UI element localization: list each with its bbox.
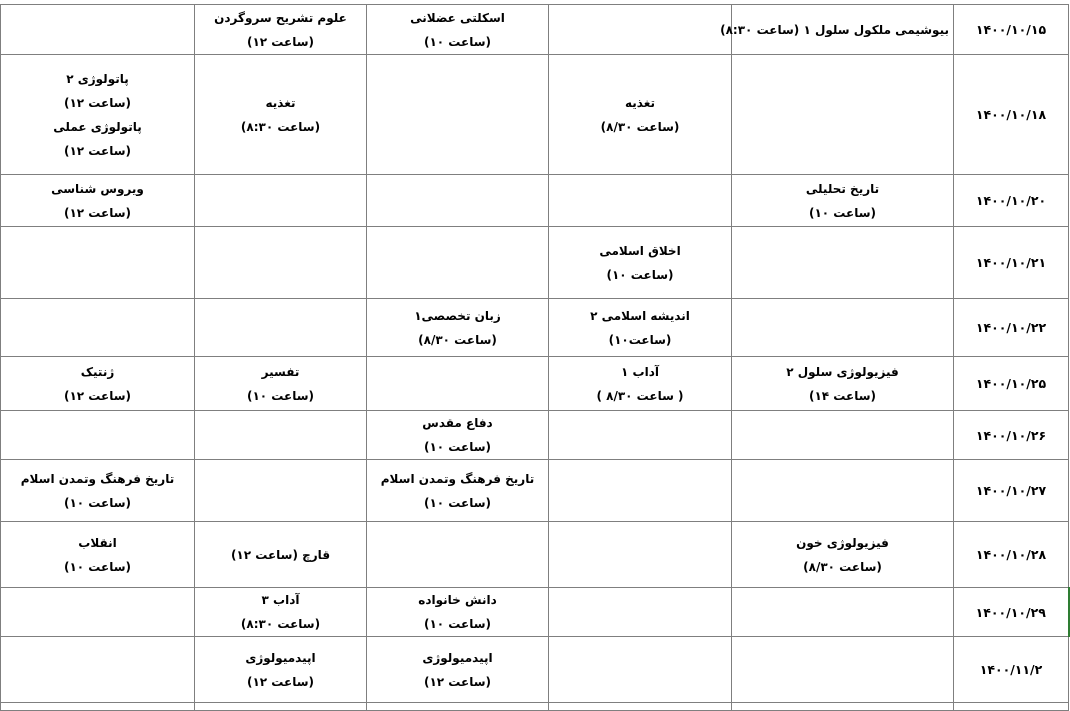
- course-name: تفسیر: [261, 364, 300, 379]
- exam-cell: [1, 637, 195, 703]
- exam-cell: [1, 522, 195, 588]
- course-name: آداب ۳: [261, 593, 300, 607]
- table-row: [1, 522, 1069, 588]
- exam-cell: [1, 703, 195, 711]
- exam-date: ۱۴۰۰/۱۱/۲: [954, 637, 1069, 703]
- exam-cell: [367, 460, 549, 522]
- exam-cell: [1, 5, 195, 55]
- exam-cell: [732, 299, 954, 357]
- exam-cell: [1, 227, 195, 299]
- schedule-sheet: [0, 4, 1068, 706]
- exam-cell: [367, 637, 549, 703]
- exam-date: ۱۴۰۰/۱۰/۲۸: [954, 522, 1069, 588]
- course-name: پاتولوژی ۲: [66, 71, 129, 86]
- exam-date: ۱۴۰۰/۱۰/۱۸: [954, 55, 1069, 175]
- exam-time: (ساعت ۱۲): [63, 205, 131, 220]
- exam-cell: [367, 522, 549, 588]
- exam-cell: [549, 175, 732, 227]
- exam-time: (ساعت ۱۰): [423, 495, 491, 510]
- exam-time: (ساعت ۱۲): [63, 388, 131, 403]
- exam-time: (ساعت ۱۲): [63, 143, 131, 158]
- course-name: تاریخ فرهنگ وتمدن اسلام: [380, 471, 535, 486]
- exam-cell: [732, 175, 954, 227]
- course-name: زبان تخصصی۱: [414, 308, 501, 323]
- course-name: تغذیه: [265, 95, 296, 110]
- exam-cell: [549, 357, 732, 411]
- exam-cell: [732, 460, 954, 522]
- exam-time: (ساعت ۱۴): [808, 388, 876, 403]
- exam-date: ۱۴۰۰/۱۰/۲۵: [954, 357, 1069, 411]
- exam-time: (ساعت ۱۰): [423, 617, 491, 631]
- exam-date: [954, 703, 1069, 711]
- table-row: [1, 55, 1069, 175]
- exam-cell: [195, 5, 367, 55]
- exam-cell: [195, 588, 367, 637]
- exam-time: (ساعت ۱۲): [423, 674, 491, 689]
- exam-time: (ساعت ۱۰): [606, 267, 674, 282]
- exam-cell: [1, 299, 195, 357]
- course-name: آداب ۱: [621, 364, 659, 379]
- course-name: تاریخ فرهنگ وتمدن اسلام: [20, 471, 175, 486]
- table-row: [1, 411, 1069, 460]
- exam-cell: [195, 522, 367, 588]
- course-name: قارچ (ساعت ۱۲): [230, 547, 331, 562]
- exam-cell: [195, 703, 367, 711]
- course-name: انقلاب: [78, 535, 117, 550]
- exam-date: ۱۴۰۰/۱۰/۲۱: [954, 227, 1069, 299]
- exam-date: ۱۴۰۰/۱۰/۲۷: [954, 460, 1069, 522]
- exam-time: (ساعت ۸:۳۰): [240, 119, 321, 134]
- exam-cell: [732, 588, 954, 637]
- course-name: اخلاق اسلامی: [599, 243, 681, 258]
- exam-cell: [732, 227, 954, 299]
- exam-cell: [367, 299, 549, 357]
- exam-cell: [195, 411, 367, 460]
- exam-cell: [732, 55, 954, 175]
- exam-cell: [367, 5, 549, 55]
- course-name: دانش خانواده: [418, 593, 497, 607]
- exam-cell: [732, 411, 954, 460]
- table-row: [1, 588, 1069, 637]
- exam-cell: [1, 55, 195, 175]
- exam-date: ۱۴۰۰/۱۰/۲۶: [954, 411, 1069, 460]
- exam-date: ۱۴۰۰/۱۰/۱۵: [954, 5, 1069, 55]
- exam-date: ۱۴۰۰/۱۰/۲۰: [954, 175, 1069, 227]
- course-name: اپیدمیولوژی: [245, 650, 316, 665]
- exam-cell: [195, 299, 367, 357]
- table-row: [1, 5, 1069, 55]
- exam-cell: [1, 588, 195, 637]
- exam-time: (ساعت ۸/۳۰): [803, 559, 882, 574]
- exam-cell: [732, 522, 954, 588]
- exam-time: (ساعت۱۰): [608, 332, 672, 347]
- exam-time: (ساعت ۱۰): [808, 205, 876, 220]
- exam-cell: [195, 175, 367, 227]
- exam-time: (ساعت ۸/۳۰): [600, 119, 680, 134]
- exam-cell: [549, 460, 732, 522]
- course-name: علوم تشریح سروگردن: [214, 10, 347, 25]
- exam-cell: [732, 637, 954, 703]
- exam-cell: [549, 55, 732, 175]
- exam-cell: [549, 227, 732, 299]
- exam-schedule-table: [0, 4, 1070, 711]
- table-row: [1, 357, 1069, 411]
- exam-time: (ساعت ۱۰): [63, 495, 131, 510]
- course-name: اندیشه اسلامی ۲: [590, 308, 690, 323]
- exam-cell: [549, 637, 732, 703]
- exam-cell: [1, 357, 195, 411]
- exam-date: ۱۴۰۰/۱۰/۲۲: [954, 299, 1069, 357]
- exam-cell: [195, 357, 367, 411]
- table-row: [1, 460, 1069, 522]
- exam-cell: [195, 460, 367, 522]
- course-name: دفاع مقدس: [422, 416, 493, 430]
- exam-time: (ساعت ۱۰): [63, 559, 131, 574]
- exam-cell: [367, 411, 549, 460]
- course-name: اسکلتی عضلانی: [410, 10, 505, 25]
- course-name: فیزیولوژی سلول ۲: [786, 364, 899, 379]
- exam-cell: [367, 357, 549, 411]
- exam-time: (ساعت ۸:۳۰): [240, 617, 321, 631]
- course-name: تاریخ تحلیلی: [805, 181, 880, 196]
- course-name: اپیدمیولوژی: [422, 650, 493, 665]
- course-name: ویروس شناسی: [51, 181, 144, 196]
- table-row: [1, 703, 1069, 711]
- course-name: بیوشیمی ملکول سلول ۱ (ساعت ۸:۳۰): [720, 22, 949, 37]
- exam-time: (ساعت ۸/۳۰): [418, 332, 497, 347]
- exam-cell: [1, 460, 195, 522]
- table-row: [1, 175, 1069, 227]
- exam-cell: [367, 227, 549, 299]
- exam-cell: [732, 357, 954, 411]
- exam-cell: [549, 522, 732, 588]
- exam-cell: [367, 703, 549, 711]
- exam-time: ( ساعت ۸/۳۰ ): [596, 388, 684, 403]
- table-row: [1, 637, 1069, 703]
- table-row: [1, 227, 1069, 299]
- exam-cell: [195, 637, 367, 703]
- exam-time: (ساعت ۱۰): [423, 34, 491, 49]
- exam-time: (ساعت ۱۲): [246, 34, 314, 49]
- exam-cell: [367, 588, 549, 637]
- course-name: پاتولوژی عملی: [53, 119, 142, 134]
- exam-time: (ساعت ۱۲): [63, 95, 131, 110]
- exam-time: (ساعت ۱۲): [246, 674, 314, 689]
- exam-cell: [549, 5, 732, 55]
- exam-cell: [195, 227, 367, 299]
- exam-cell: [549, 703, 732, 711]
- exam-cell: [732, 703, 954, 711]
- exam-cell: [367, 175, 549, 227]
- exam-cell: [367, 55, 549, 175]
- exam-cell: [1, 175, 195, 227]
- exam-cell: [195, 55, 367, 175]
- exam-cell: [549, 299, 732, 357]
- course-name: تغذیه: [625, 95, 655, 110]
- exam-cell: [720, 5, 954, 55]
- exam-cell: [549, 411, 732, 460]
- course-name: ژنتیک: [80, 364, 115, 379]
- exam-time: (ساعت ۱۰): [423, 440, 491, 454]
- table-row: [1, 299, 1069, 357]
- exam-time: (ساعت ۱۰): [246, 388, 314, 403]
- exam-cell: [1, 411, 195, 460]
- course-name: فیزیولوژی خون: [796, 535, 889, 550]
- exam-date: ۱۴۰۰/۱۰/۲۹: [954, 588, 1069, 637]
- exam-cell: [549, 588, 732, 637]
